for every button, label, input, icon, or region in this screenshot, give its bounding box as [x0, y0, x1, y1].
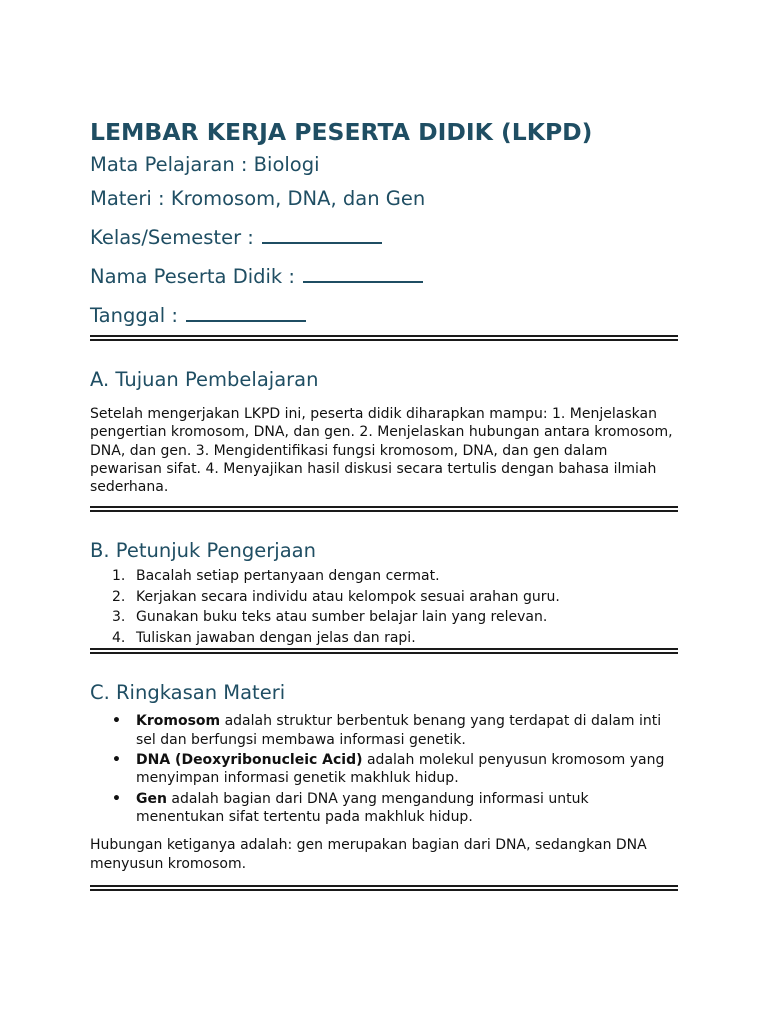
class-semester-line — [90, 220, 678, 251]
section-divider — [90, 885, 678, 891]
section-divider — [90, 335, 678, 341]
section-c-heading: C. Ringkasan Materi — [90, 681, 286, 705]
section-b-heading: B. Petunjuk Pengerjaan — [90, 539, 316, 563]
definition: adalah struktur berbentuk benang yang terdapat di dalam inti sel dan berfungsi membawa informasi genetik. — [136, 713, 662, 748]
class-semester-label: Kelas/Semester : — [90, 226, 254, 249]
list-item — [90, 587, 678, 608]
student-name-blank[interactable] — [303, 259, 423, 283]
definition: adalah molekul penyusun kromosom yang menyimpan informasi genetik makhluk hidup. — [136, 752, 665, 787]
student-name-line — [90, 259, 678, 290]
bullet: • — [112, 790, 121, 807]
definition: adalah bagian dari DNA yang mengandung informasi untuk menentukan sifat tertentu pada makhluk hidup. — [136, 790, 589, 825]
section-divider — [90, 506, 678, 512]
subject-line: Mata Pelajaran : Biologi — [90, 153, 320, 176]
class-semester-blank[interactable] — [262, 220, 382, 244]
section-divider — [90, 648, 678, 654]
list-item — [90, 628, 678, 649]
date-label: Tanggal : — [90, 304, 178, 327]
term: Gen — [136, 790, 167, 807]
list-text: Tuliskan jawaban dengan jelas dan rapi. — [136, 629, 416, 646]
summary-list — [90, 712, 678, 826]
list-number: 3. — [112, 609, 126, 626]
list-item — [90, 607, 678, 628]
material-line: Materi : Kromosom, DNA, dan Gen — [90, 187, 426, 210]
summary-paragraph: Hubungan ketiganya adalah: gen merupakan bagian dari DNA, sedangkan DNA menyusun kromosom. — [90, 837, 647, 872]
student-name-label: Nama Peserta Didik : — [90, 265, 295, 288]
instructions-list — [90, 566, 678, 648]
term: Kromosom — [136, 713, 221, 730]
term: DNA (Deoxyribonucleic Acid) — [136, 752, 363, 769]
list-item — [90, 712, 678, 749]
list-number: 2. — [112, 588, 126, 605]
bullet: • — [112, 713, 121, 730]
list-item — [90, 751, 678, 788]
list-item — [90, 790, 678, 827]
list-item — [90, 566, 678, 587]
list-text: Bacalah setiap pertanyaan dengan cermat. — [136, 568, 440, 585]
section-a-body: Setelah mengerjakan LKPD ini, peserta didik diharapkan mampu: 1. Menjelaskan pengertian kromosom, DNA, dan gen. 2. Menjelaskan hubungan antara kromosom, DNA, dan gen. 3. Mengidentifikasi fungsi kromosom, DNA, dan gen dalam pewarisan sifat. 4. Menyajikan hasil diskusi secara tertulis dengan bahasa ilmiah sederhana. — [90, 406, 673, 496]
document-body — [90, 116, 678, 891]
section-a-heading: A. Tujuan Pembelajaran — [90, 368, 319, 391]
list-number: 4. — [112, 629, 126, 646]
list-text: Kerjakan secara individu atau kelompok sesuai arahan guru. — [136, 588, 560, 605]
list-text: Gunakan buku teks atau sumber belajar lain yang relevan. — [136, 609, 548, 626]
list-number: 1. — [112, 568, 126, 585]
date-blank[interactable] — [186, 298, 306, 322]
document-title: LEMBAR KERJA PESERTA DIDIK (LKPD) — [90, 118, 593, 146]
bullet: • — [112, 752, 121, 769]
date-line — [90, 298, 678, 329]
